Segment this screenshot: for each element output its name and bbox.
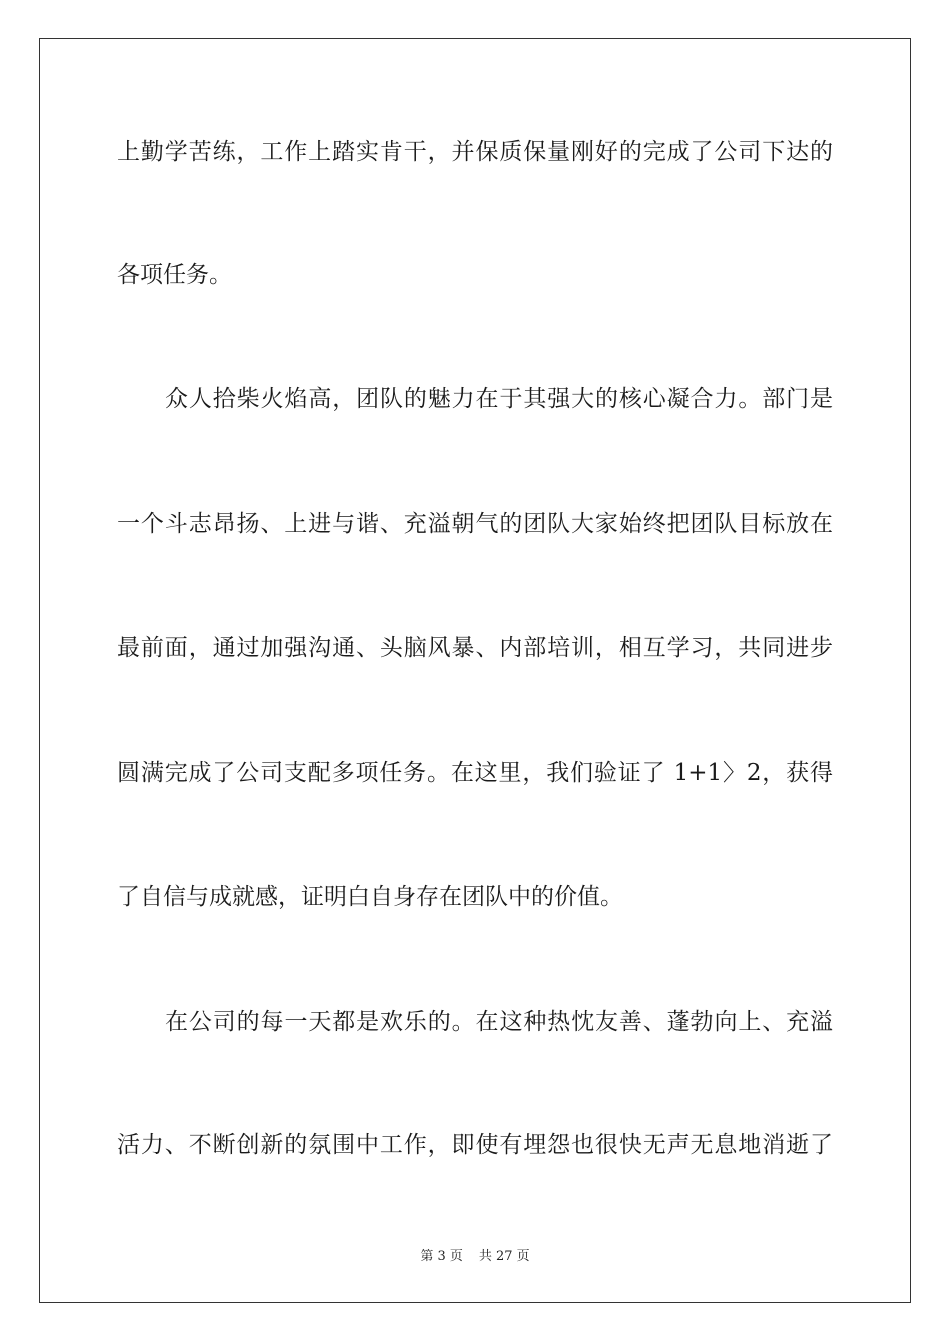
paragraph-line: 上勤学苦练，工作上踏实肯干，并保质保量刚好的完成了公司下达的: [117, 139, 833, 165]
paragraph-line: 最前面，通过加强沟通、头脑风暴、内部培训，相互学习，共同进步: [117, 635, 833, 661]
page-footer: [0, 1248, 950, 1266]
page-total: 共 27 页: [478, 1249, 530, 1264]
page-border: [39, 38, 911, 1303]
paragraph-line: 活力、不断创新的氛围中工作，即使有埋怨也很快无声无息地消逝了: [117, 1132, 833, 1158]
paragraph-line: 圆满完成了公司支配多项任务。在这里，我们验证了 1+1〉2，获得: [117, 760, 833, 786]
paragraph-line: 了自信与成就感，证明白自身存在团队中的价值。: [117, 884, 623, 910]
paragraph-line: 一个斗志昂扬、上进与谐、充溢朝气的团队大家始终把团队目标放在: [117, 511, 833, 537]
paragraph-line: 在公司的每一天都是欢乐的。在这种热忱友善、蓬勃向上、充溢: [165, 1009, 833, 1035]
paragraph-line: 各项任务。: [117, 262, 232, 288]
page-number: 第 3 页: [420, 1249, 463, 1264]
paragraph-line: 众人拾柴火焰高，团队的魅力在于其强大的核心凝合力。部门是: [165, 386, 833, 412]
